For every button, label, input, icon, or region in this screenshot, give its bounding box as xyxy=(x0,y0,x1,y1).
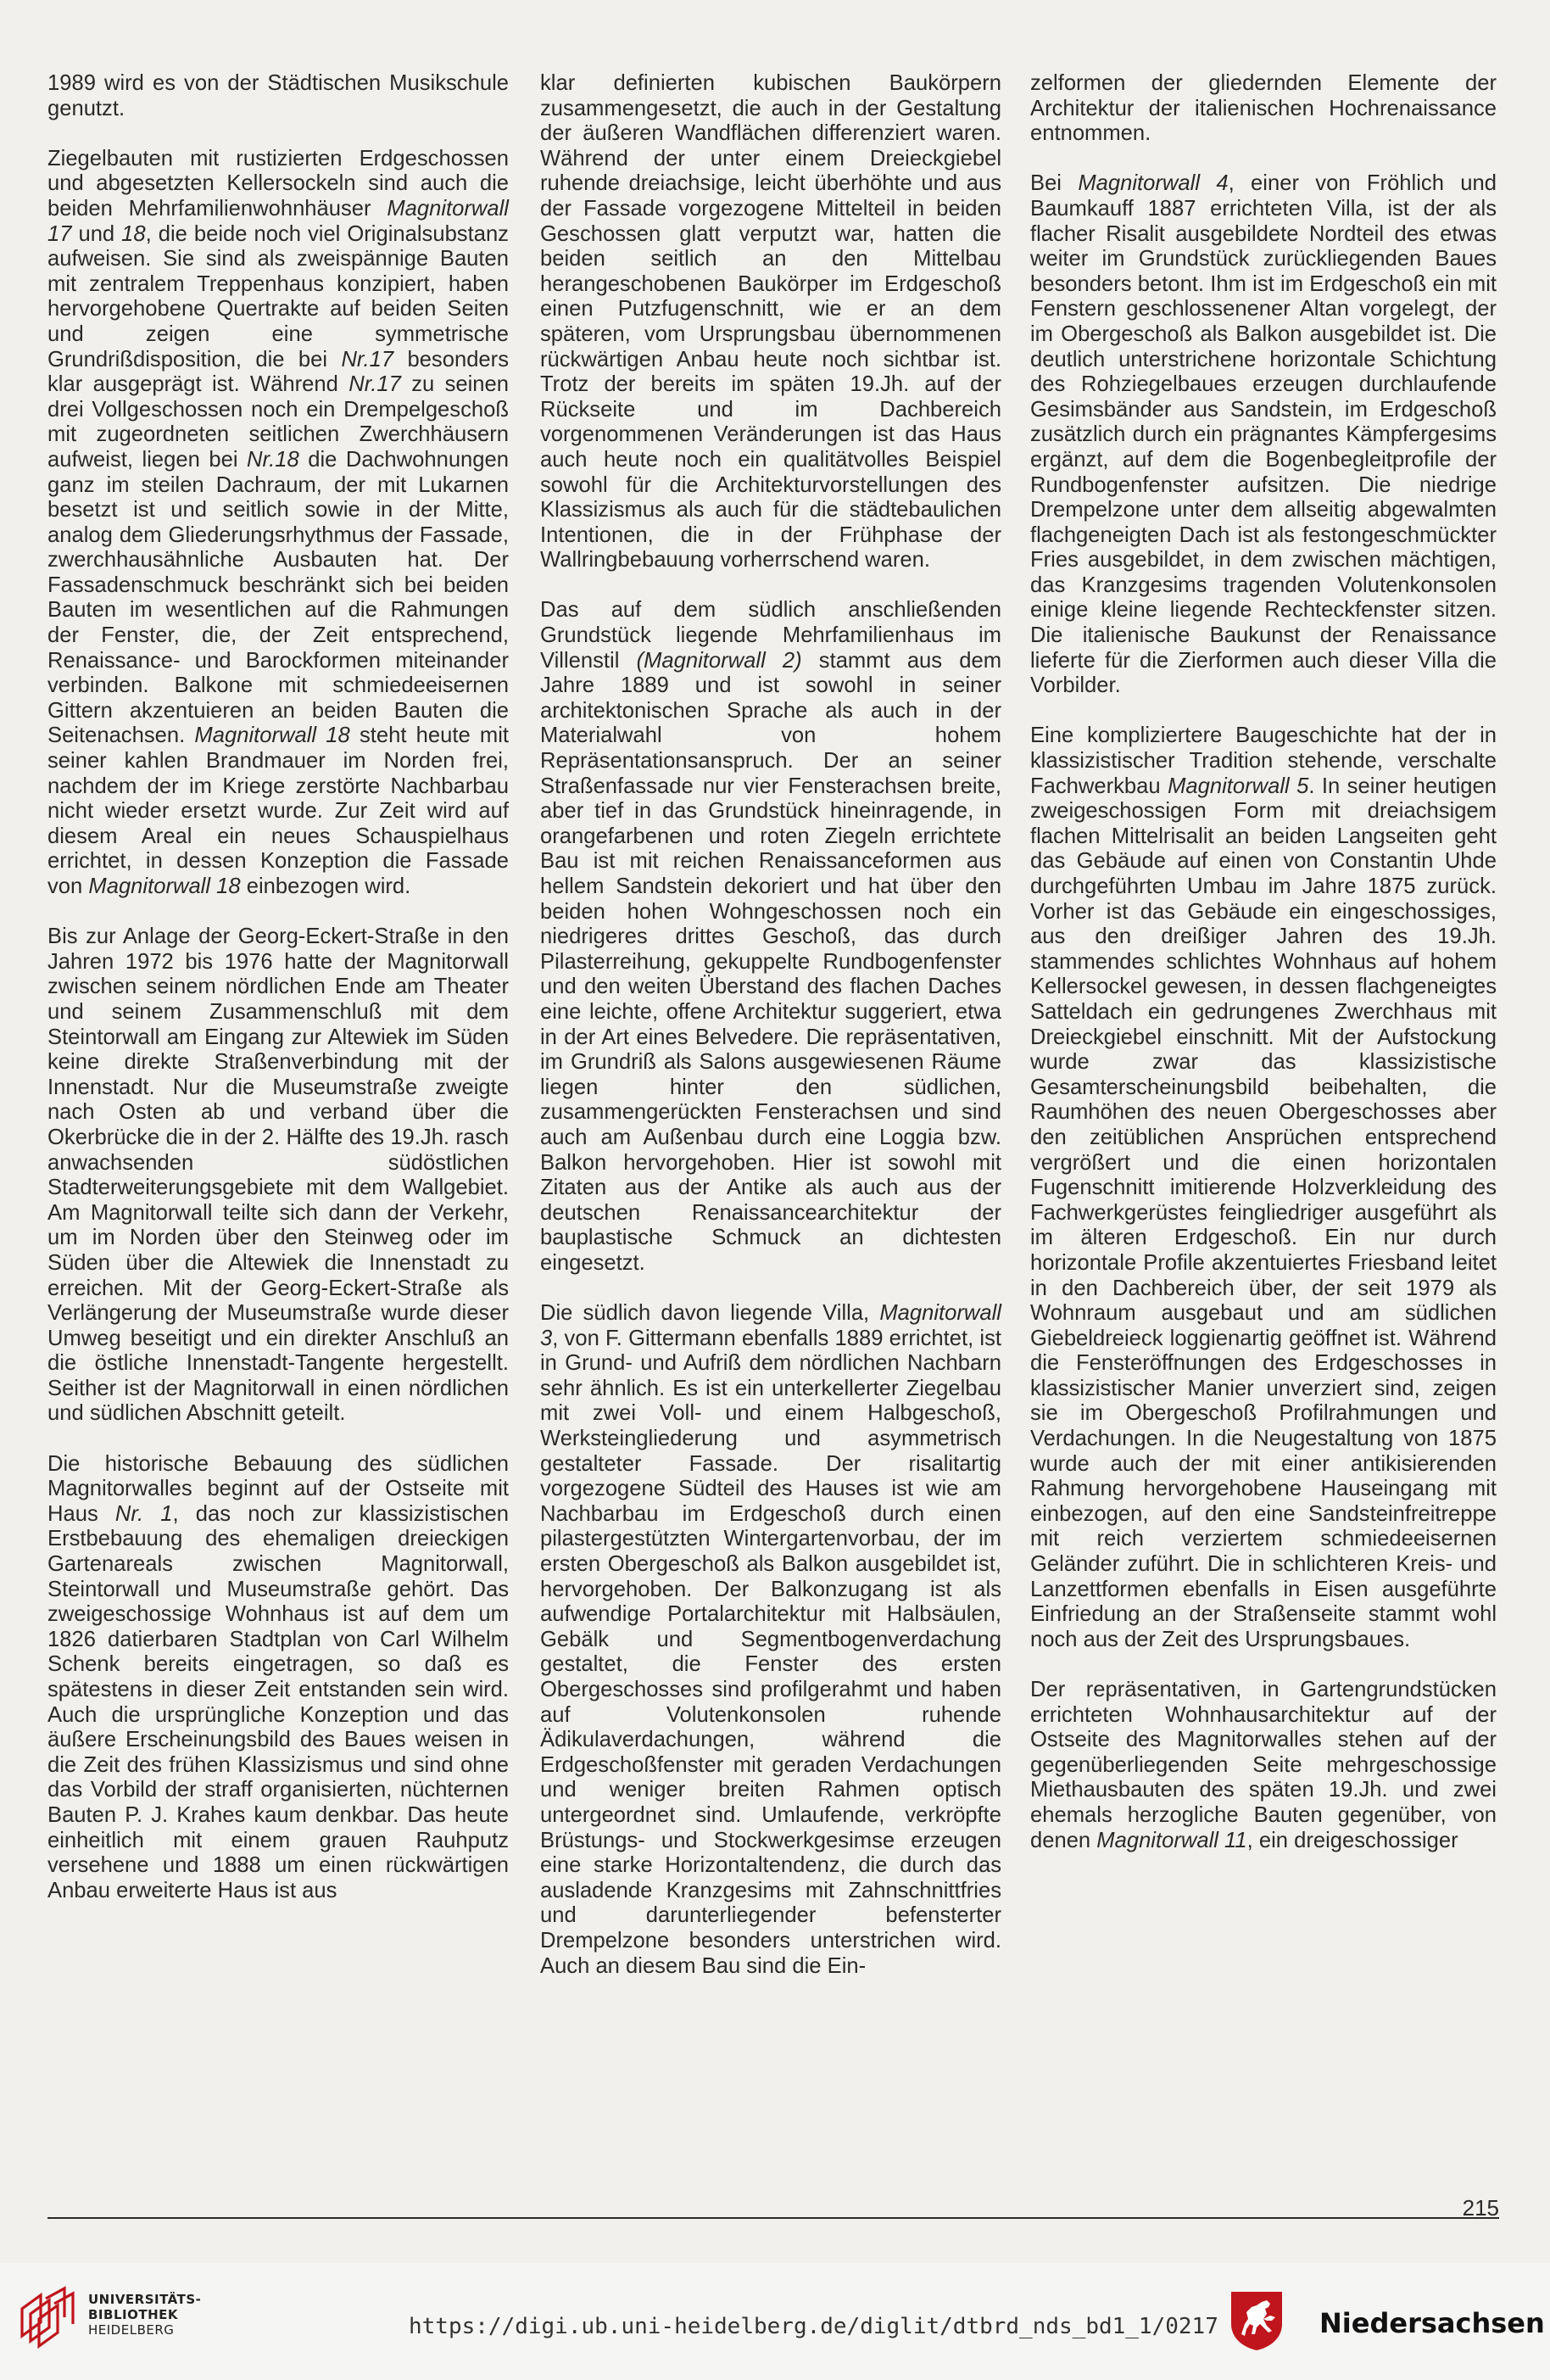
library-name-line3: HEIDELBERG xyxy=(88,2322,175,2338)
italic-reference: Nr.18 xyxy=(247,447,299,472)
italic-reference: Nr.17 xyxy=(348,372,401,397)
source-url-link[interactable]: https://digi.ub.uni-heidelberg.de/diglit/dtbrd_nds_bd1_1/0217 xyxy=(409,2314,1218,2339)
italic-reference: Magnitorwall 17 xyxy=(47,196,509,246)
italic-reference: Magnitorwall 4 xyxy=(1078,171,1229,196)
italic-reference: Magnitorwall 11 xyxy=(1096,1828,1247,1852)
text-column-1 xyxy=(47,71,509,1903)
text-column-3 xyxy=(1030,71,1497,1853)
paragraph: Die historische Bebauung des südlichen Magnitorwalles beginnt auf der Ostseite mit Haus Nr. 1, das noch zur klassizistischen Erstbebauung des ehemaligen dreieckigen Gartenareals zwischen Magnitorwall, Steintorwall und Museumstraße gehört. Das zweigeschossige Wohnhaus ist auf dem um 1826 datierbaren Stadtplan von Carl Wilhelm Schenk bereits eingetragen, so daß es spätestens in dieser Zeit entstanden sein wird. Auch die ursprüngliche Konzeption und das äußere Erscheinungsbild des Baues weisen in die Zeit des frühen Klassizismus und sind ohne das Vorbild der straff organisierten, nüchternen Bauten P. J. Krahes kaum denkbar. Das heute einheitlich mit einem grauen Rauhputz versehene und 1888 um einen rückwärtigen Anbau erweiterte Haus ist aus xyxy=(47,1451,509,1902)
ub-heidelberg-logo-icon[interactable] xyxy=(15,2283,81,2351)
page-number: 215 xyxy=(1462,2195,1499,2221)
italic-reference: Magnitorwall 5 xyxy=(1168,774,1309,798)
italic-reference: (Magnitorwall 2) xyxy=(636,648,802,673)
paragraph: klar definierten kubischen Baukörpern zusammengesetzt, die auch in der Gestaltung der äußeren Wandflächen differenziert waren. Während der unter einem Dreieckgiebel ruhende dreiachsige, leicht überhöhte und aus der Fassade vorgezogene Mittelteil in beiden Geschossen glatt verputzt war, hatten die beiden seitlich an den Mittelbau herangeschobenen Baukörper im Erdgeschoß einen Putzfugenschnitt, wie er an dem späteren, vom Ursprungsbau übernommenen rückwärtigen Anbau heute noch sichtbar ist. Trotz der bereits im späten 19.Jh. auf der Rückseite und im Dachbereich vorgenommenen Veränderungen ist das Haus auch heute noch ein qualitätvolles Beispiel sowohl für die Architekturvorstellungen des Klassizismus als auch für die städtebaulichen Intentionen, die in der Frühphase der Wallringbebauung vorherrschend waren. xyxy=(540,71,1001,573)
italic-reference: Magnitorwall 18 xyxy=(88,874,241,898)
text-column-2 xyxy=(540,71,1001,1979)
paragraph: 1989 wird es von der Städtischen Musikschule genutzt. xyxy=(47,71,509,120)
paragraph: zelformen der gliedernden Elemente der Architektur der italienischen Hochrenaissance entnommen. xyxy=(1030,71,1497,146)
italic-reference: Nr. 1 xyxy=(114,1501,173,1526)
library-name-line2: BIBLIOTHEK xyxy=(88,2307,178,2322)
niedersachsen-horse-logo-icon xyxy=(1229,2290,1284,2351)
library-name[interactable] xyxy=(88,2292,201,2338)
footer-rule xyxy=(47,2217,1499,2219)
paragraph: Ziegelbauten mit rustizierten Erdgeschossen und abgesetzten Kellersockeln sind auch die beiden Mehrfamilienwohnhäuser Magnitorwall 17 und 18, die beide noch viel Originalsubstanz aufweisen. Sie sind als zweispännige Bauten mit zentralem Treppenhaus konzipiert, haben hervorgehobene Quertrakte auf beiden Seiten und zeigen eine symmetrische Grundrißdisposition, die bei Nr.17 besonders klar ausgeprägt ist. Während Nr.17 zu seinen drei Vollgeschossen noch ein Drempelgeschoß mit zugeordneten seitlichen Zwerchhäusern aufweist, liegen bei Nr.18 die Dachwohnungen ganz im steilen Dachraum, der mit Lukarnen besetzt ist und seitlich sowie in der Mitte, analog dem Gliederungsrhythmus der Fassade, zwerchhausähnliche Ausbauten hat. Der Fassadenschmuck beschränkt sich bei beiden Bauten im wesentlichen auf die Rahmungen der Fenster, die, der Zeit entsprechend, Renaissance- und Barockformen miteinander verbinden. Balkone mit schmiedeeisernen Gittern akzentuieren an beiden Bauten die Seitenachsen. Magnitorwall 18 steht heute mit seiner kahlen Brandmauer im Norden frei, nachdem der im Kriege zerstörte Nachbarbau nicht wieder ersetzt wurde. Zur Zeit wird auf diesem Areal ein neues Schauspielhaus errichtet, in dessen Konzeption die Fassade von Magnitorwall 18 einbezogen wird. xyxy=(47,146,510,898)
paragraph: Die südlich davon liegende Villa, Magnitorwall 3, von F. Gittermann ebenfalls 1889 errichtet, ist in Grund- und Aufriß dem nördlichen Nachbarn sehr ähnlich. Es ist ein unterkellerter Ziegelbau mit zwei Voll- und einem Halbgeschoß, Werksteingliederung und asymmetrisch gestalteter Fassade. Der risalitartig vorgezogene Südteil des Hauses ist wie am Nachbarbau im Erdgeschoß durch einen pilastergestützten Wintergartenvorbau, der im ersten Obergeschoß als Balkon ausgebildet ist, hervorgehoben. Der Balkonzugang ist als aufwendige Portalarchitektur mit Halbsäulen, Gebälk und Segmentbogenverdachung gestaltet, die Fenster des ersten Obergeschosses sind profilgerahmt und haben auf Volutenkonsolen ruhende Ädikulaverdachungen, während die Erdgeschoßfenster mit geraden Verdachungen und weniger breiten Rahmen optisch untergeordnet sind. Umlaufende, verkröpfte Brüstungs- und Stockwerkgesimse erzeugen eine starke Horizontaltendenz, die durch das ausladende Kranzgesims mit Zahnschnittfries und darunterliegender befensterter Drempelzone besonders unterstrichen wird. Auch an diesem Bau sind die Ein- xyxy=(540,1301,1001,1978)
italic-reference: Magnitorwall 3 xyxy=(540,1301,1001,1350)
digitization-footer xyxy=(0,2263,1550,2380)
paragraph: Bis zur Anlage der Georg-Eckert-Straße in den Jahren 1972 bis 1976 hatte der Magnitorwall zwischen seinem nördlichen Ende am Theater und seinem Zusammenschluß mit dem Steintorwall am Eingang zur Altewiek im Süden keine direkte Straßenverbindung mit der Innenstadt. Nur die Museumstraße zweigte nach Osten ab und verband über die Okerbrücke die in der 2. Hälfte des 19.Jh. rasch anwachsenden südöstlichen Stadterweiterungsgebiete mit dem Wallgebiet. Am Magnitorwall teilte sich dann der Verkehr, um im Norden über den Steinweg oder im Süden über die Altewiek die Innenstadt zu erreichen. Mit der Georg-Eckert-Straße als Verlängerung der Museumstraße wurde dieser Umweg beseitigt und ein direkter Anschluß an die östliche Innenstadt-Tangente hergestellt. Seither ist der Magnitorwall in einen nördlichen und südlichen Abschnitt geteilt. xyxy=(47,925,509,1426)
italic-reference: 18 xyxy=(121,221,146,246)
paragraph: Bei Magnitorwall 4, einer von Fröhlich und Baumkauff 1887 errichteten Villa, ist der als flacher Risalit ausgebildete Nordteil des etwas weiter im Grundstück zurückliegenden Baues besonders betont. Ihm ist im Erdgeschoß ein mit Fenstern geschlossenener Altan vorgelegt, der im Obergeschoß als Balkon ausgebildet ist. Die deutlich unterstrichene horizontale Schichtung des Rohziegelbaues erzeugen durchlaufende Gesimsbänder aus Sandstein, im Erdgeschoß zusätzlich durch ein prägnantes Kämpfergesims ergänzt, auf dem die Bogenbegleitprofile der Rundbogenfenster aufsitzen. Die niedrige Drempelzone unter dem allseitig abgewalmten flachgeneigten Dach ist als festongeschmückter Fries ausgebildet, in dem zwischen mächtigen, das Kranzgesims tragenden Volutenkonsolen einige kleine liegende Rechteckfenster sitzen. Die italienische Baukunst der Renaissance lieferte für die Zierformen auch dieser Villa die Vorbilder. xyxy=(1030,171,1497,698)
paragraph: Der repräsentativen, in Gartengrundstücken errichteten Wohnhausarchitektur auf der Ostseite des Magnitorwalles stehen auf der gegenüberliegenden Seite mehrgeschossige Miethausbauten des späten 19.Jh. und zwei ehemals herzogliche Bauten gegenüber, von denen Magnitorwall 11, ein dreigeschossiger xyxy=(1030,1678,1497,1852)
italic-reference: Magnitorwall 18 xyxy=(194,723,350,748)
library-name-line1: UNIVERSITÄTS- xyxy=(88,2292,202,2307)
paragraph: Das auf dem südlich anschließenden Grundstück liegende Mehrfamilienhaus im Villenstil (Magnitorwall 2) stammt aus dem Jahre 1889 und ist sowohl in seiner architektonischen Sprache als auch in der Materialwahl von hohem Repräsentationsanspruch. Der an seiner Straßenfassade nur vier Fensterachsen breite, aber tief in das Grundstück hineinragende, in orangefarbenen und roten Ziegeln errichtete Bau ist mit reichen Renaissanceformen aus hellem Sandstein dekoriert und hat über den beiden hohen Wohngeschossen noch ein niedrigeres drittes Geschoß, das durch Pilasterreihung, gekuppelte Rundbogenfenster und den weiten Überstand des flachen Daches eine leichte, offene Architektur suggeriert, etwa in der Art eines Belvedere. Die repräsentativen, im Grundriß als Salons ausgewiesenen Räume liegen hinter den südlichen, zusammengerückten Fensterachsen und sind auch am Außenbau durch eine Loggia bzw. Balkon hervorgehoben. Hier ist sowohl mit Zitaten aus der Antike als auch aus der deutschen Renaissancearchitektur der bauplastische Schmuck an dichtesten eingesetzt. xyxy=(540,598,1002,1275)
state-name[interactable]: Niedersachsen xyxy=(1319,2307,1545,2339)
italic-reference: Nr.17 xyxy=(341,347,394,372)
paragraph: Eine kompliziertere Baugeschichte hat der in klassizistischer Tradition stehende, verschalte Fachwerkbau Magnitorwall 5. In seiner heutigen zweigeschossigen Form mit dreiachsigem flachen Mittelrisalit an beiden Langseiten geht das Gebäude auf einen von Constantin Uhde durchgeführten Umbau im Jahre 1875 zurück. Vorher ist das Gebäude ein eingeschossiges, aus den dreißiger Jahren des 19.Jh. stammendes schlichtes Wohnhaus auf hohem Kellersockel gewesen, in dessen flachgeneigtes Satteldach ein gedrungenes Zwerchhaus mit Dreieckgiebel einschnitt. Mit der Aufstockung wurde zwar das klassizistische Gesamterscheinungsbild beibehalten, die Raumhöhen des neuen Obergeschosses aber den zeitüblichen Ansprüchen entsprechend vergrößert und die einen horizontalen Fugenschnitt imitierende Holzverkleidung des Fachwerkgerüstes feingliedriger ausgeführt als im älteren Erdgeschoß. Ein nur durch horizontale Profile akzentuiertes Friesband leitet in den Dachbereich über, der seit 1979 als Wohnraum ausgebaut und am südlichen Giebeldreieck loggienartig geöffnet ist. Während die Fensteröffnungen des Erdgeschosses in klassizistischer Manier unverziert sind, zeigen sie im Obergeschoß Profilrahmungen und Verdachungen. In die Neugestaltung von 1875 wurde auch der mit einer antikisierenden Rahmung hervorgehobene Hauseingang mit einbezogen, auf den eine Sandsteinfreitreppe mit reich verziertem schmiedeeisernen Geländer zuführt. Die in schlichteren Kreis- und Lanzettformen ebenfalls in Eisen ausgeführte Einfriedung an der Straßenseite stammt wohl noch aus der Zeit des Ursprungsbaues. xyxy=(1030,723,1497,1651)
